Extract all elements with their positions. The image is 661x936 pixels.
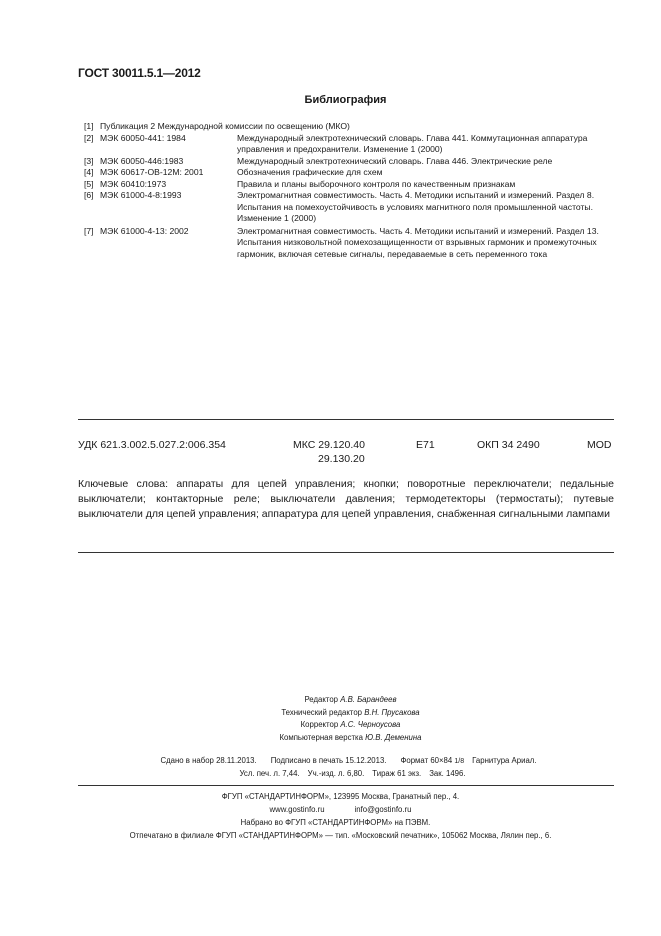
- publisher-website[interactable]: www.gostinfo.ru: [269, 805, 325, 814]
- divider-bottom: [78, 785, 614, 786]
- divider-middle: [78, 552, 614, 553]
- staff-line: [40, 732, 661, 745]
- bibliography-title: Библиография: [304, 94, 387, 106]
- entry-number: [6]: [84, 190, 94, 200]
- divider-top: [78, 419, 614, 420]
- entry-code: МЭК 60050-441: 1984: [100, 132, 186, 143]
- udk-code: УДК 621.3.002.5.027.2:006.354: [78, 439, 226, 451]
- mks-line-1: МКС 29.120.40: [293, 439, 365, 451]
- staff-name: А.С. Черноусова: [340, 720, 401, 729]
- staff-role: Технический редактор: [281, 707, 363, 717]
- keywords: Ключевые слова: аппараты для цепей управления; кнопки; поворотные переключатели; педальные выключатели; контакторные реле; выключатели давления; термодетекторы (термостаты); путевые выключатели для цепей управления; аппаратура для цепей управления, снабженная сигнальными лампами: [78, 478, 614, 520]
- okp-code: ОКП 34 2490: [477, 439, 540, 451]
- staff-line: [40, 707, 661, 720]
- staff-name: А.В. Барандеев: [340, 695, 397, 704]
- publisher-info: [0, 790, 661, 842]
- mod-label: MOD: [587, 439, 612, 451]
- bibliography-entry: [84, 156, 614, 168]
- order-number: Зак. 1496.: [429, 769, 466, 778]
- publisher-email[interactable]: info@gostinfo.ru: [354, 805, 412, 814]
- staff-line: [40, 694, 661, 707]
- entry-code: МЭК 61000-4-13: 2002: [100, 225, 189, 236]
- staff-role: Редактор: [304, 695, 339, 704]
- typeset-note: Набрано во ФГУП «СТАНДАРТИНФОРМ» на ПЭВМ.: [240, 818, 431, 827]
- print-sheets: Усл. печ. л. 7,44.: [239, 769, 300, 778]
- print-run: Тираж 61 экз.: [372, 769, 422, 778]
- entry-code: МЭК 61000-4-8:1993: [100, 190, 182, 200]
- staff-role: Корректор: [300, 720, 339, 729]
- entry-code: МЭК 60617-ОВ-12М: 2001: [100, 167, 204, 177]
- entry-number: [7]: [84, 225, 94, 236]
- entry-number: [3]: [84, 155, 94, 166]
- entry-text: Электромагнитная совместимость. Часть 4. Методики испытаний и измерений. Раздел 13. Испытания низковольтной помехозащищенности от взрывных гармоник и промежуточных гармоник, включая сетевые сигналы, передаваемые в сеть переменного тока: [237, 225, 599, 259]
- entry-number: [2]: [84, 132, 94, 143]
- bibliography-entry: [84, 179, 614, 191]
- entry-text: Обозначения графические для схем: [237, 167, 383, 177]
- e-code: Е71: [416, 439, 435, 451]
- publisher-address: ФГУП «СТАНДАРТИНФОРМ», 123995 Москва, Гранатный пер., 4.: [221, 792, 460, 801]
- bibliography-entry: [84, 167, 614, 179]
- imprint-line-2: [0, 767, 661, 780]
- format-fraction: 1/8: [454, 758, 465, 765]
- staff-credits: [0, 694, 661, 744]
- staff-role: Компьютерная верстка: [279, 732, 363, 742]
- imprint-line-1: [0, 754, 661, 768]
- entry-code: МЭК 60050-446:1983: [100, 155, 184, 166]
- entry-text: Электромагнитная совместимость. Часть 4. Методики испытаний и измерений. Раздел 8. Испытания на помехоустойчивость в условиях магнитного поля промышленной частоты. Изменение 1 (2000): [237, 190, 595, 223]
- standard-id: ГОСТ 30011.5.1—2012: [78, 66, 201, 80]
- mks-code: [293, 438, 365, 466]
- typeface: Гарнитура Ариал.: [472, 756, 537, 765]
- staff-name: Ю.В. Деменина: [365, 732, 422, 742]
- printed-at-note: Отпечатано в филиале ФГУП «СТАНДАРТИНФОРМ» — тип. «Московский печатник», 105062 Москва, Лялин пер., 6.: [129, 831, 552, 840]
- entry-number: [1]: [84, 121, 94, 131]
- entry-text: Публикация 2 Международной комиссии по освещению (МКО): [100, 121, 350, 131]
- publisher-contacts: [0, 803, 661, 816]
- mks-line-2: 29.130.20: [318, 453, 365, 465]
- paper-format: Формат 60×84: [400, 756, 453, 765]
- staff-name: В.Н. Прусакова: [364, 707, 420, 717]
- entry-text: Международный электротехнический словарь. Глава 446. Электрические реле: [237, 155, 553, 166]
- bibliography-entry: [84, 133, 614, 156]
- staff-line: [40, 719, 661, 732]
- bibliography-list: [84, 121, 614, 260]
- entry-number: [4]: [84, 167, 94, 177]
- entry-text: Международный электротехнический словарь. Глава 441. Коммутационная аппаратура управления и предохранители. Изменение 1 (2000): [237, 132, 588, 154]
- bibliography-entry: [84, 121, 614, 133]
- submitted-date: Сдано в набор 28.11.2013.: [160, 756, 257, 765]
- signed-date: Подписано в печать 15.12.2013.: [270, 756, 387, 765]
- bibliography-entry: [84, 190, 614, 225]
- publishing-sheets: Уч.-изд. л. 6,80.: [307, 769, 365, 778]
- entry-text: Правила и планы выборочного контроля по качественным признакам: [237, 178, 516, 189]
- bibliography-entry: [84, 226, 614, 261]
- entry-code: МЭК 60410:1973: [100, 178, 167, 189]
- entry-number: [5]: [84, 178, 94, 189]
